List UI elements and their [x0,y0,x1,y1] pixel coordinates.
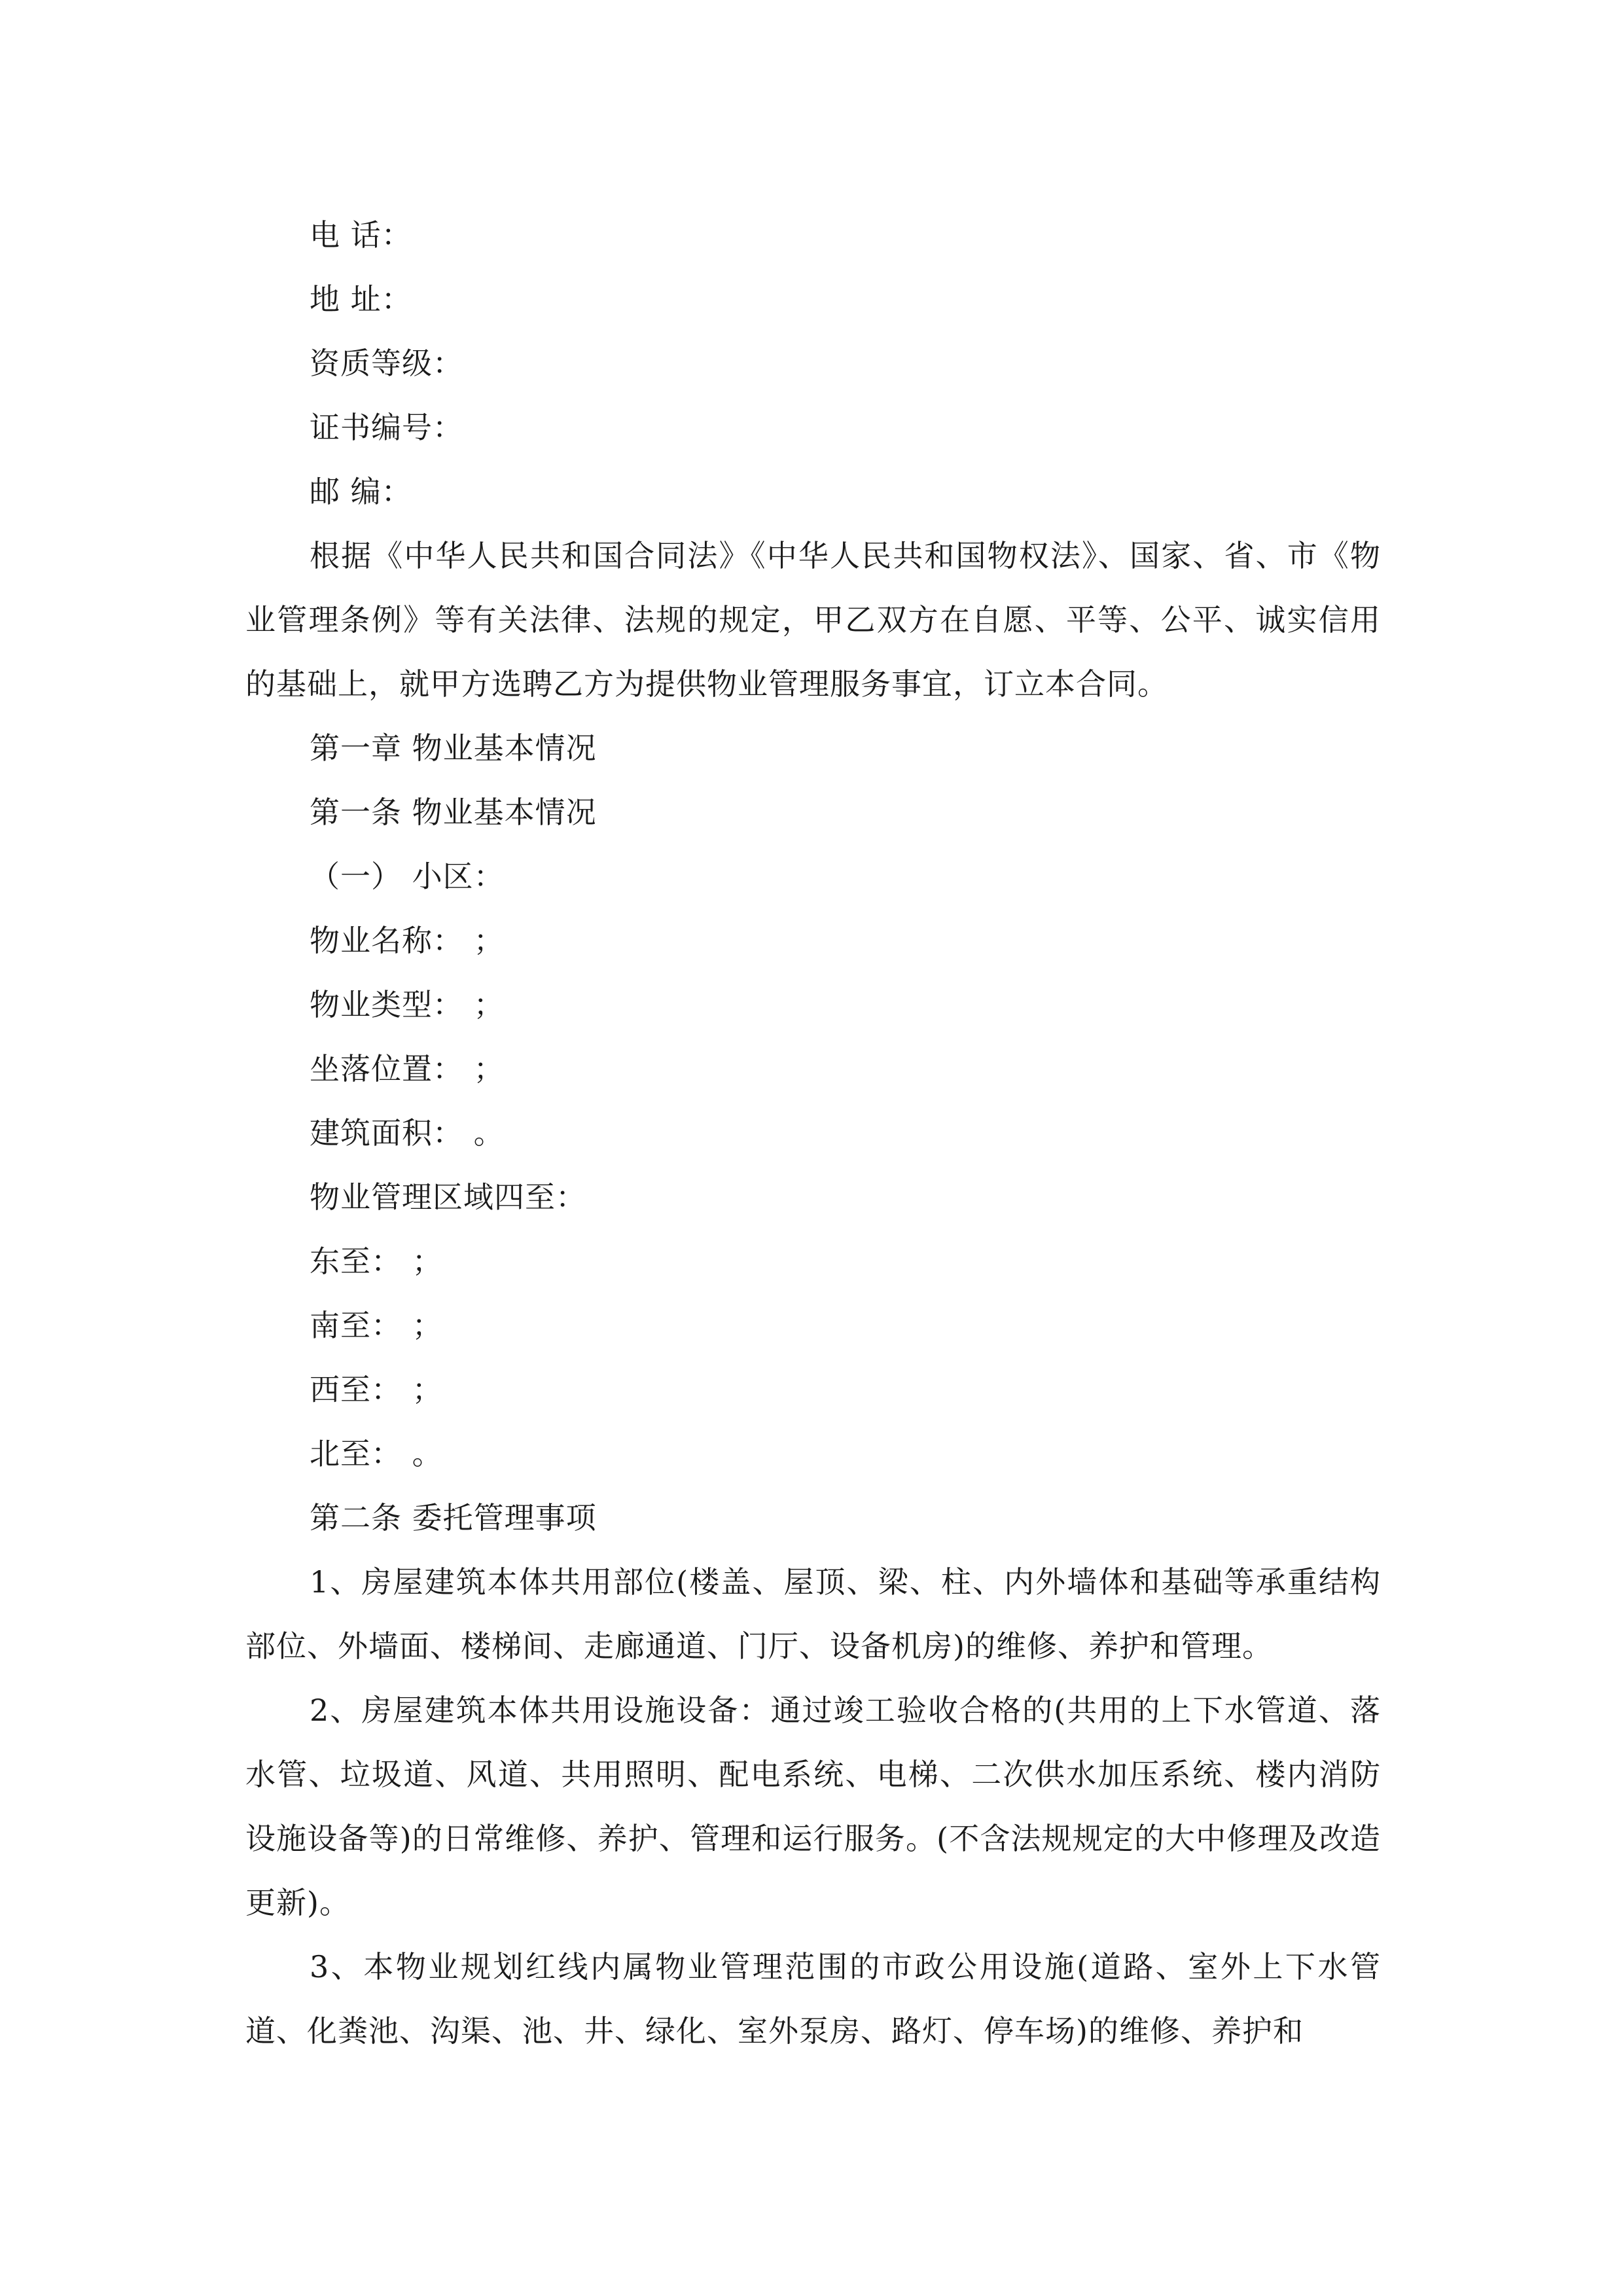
property-type-field: 物业类型： ； [310,987,505,1022]
postcode-field: 邮 编： [310,474,412,509]
boundary-north: 北至： 。 [310,1436,443,1471]
item-3-paragraph: 3、本物业规划红线内属物业管理范围的市政公用设施(道路、室外上下水管道、化粪池、沟渠、池、井、绿化、室外泵房、路灯、停车场)的维修、养护和 [245,1949,1381,2049]
article-2-title: 第二条 委托管理事项 [310,1500,597,1535]
boundary-west: 西至： ； [310,1372,443,1407]
article-1-title: 第一条 物业基本情况 [310,795,597,830]
boundary-east: 东至： ； [310,1244,443,1279]
item-2-paragraph: 2、房屋建筑本体共用设施设备：通过竣工验收合格的(共用的上下水管道、落水管、垃圾道、风道、共用照明、配电系统、电梯、二次供水加压系统、楼内消防设施设备等)的日常维修、养护、管理和运行服务。(不含法规规定的大中修理及改造更新)。 [245,1693,1381,1920]
intro-paragraph: 根据《中华人民共和国合同法》《中华人民共和国物权法》、国家、省、市《物业管理条例》等有关法律、法规的规定，甲乙双方在自愿、平等、公平、诚实信用的基础上，就甲方选聘乙方为提供物业管理服务事宜，订立本合同。 [245,538,1381,702]
qualification-level-field: 资质等级： [310,346,463,381]
property-name-field: 物业名称： ； [310,923,505,958]
certificate-number-field: 证书编号： [310,410,463,445]
address-field: 地 址： [310,281,412,317]
boundary-south: 南至： ； [310,1308,443,1343]
phone-field: 电 话： [310,217,412,253]
chapter-1-title: 第一章 物业基本情况 [310,730,597,766]
boundary-heading: 物业管理区域四至： [310,1179,586,1215]
item-1-paragraph: 1、房屋建筑本体共用部位(楼盖、屋顶、梁、柱、内外墙体和基础等承重结构部位、外墙面、楼梯间、走廊通道、门厅、设备机房)的维修、养护和管理。 [245,1564,1381,1664]
document-body [245,203,1381,2063]
location-field: 坐落位置： ； [310,1051,505,1086]
section-1-community: （一） 小区： [310,859,505,894]
building-area-field: 建筑面积： 。 [310,1115,505,1151]
